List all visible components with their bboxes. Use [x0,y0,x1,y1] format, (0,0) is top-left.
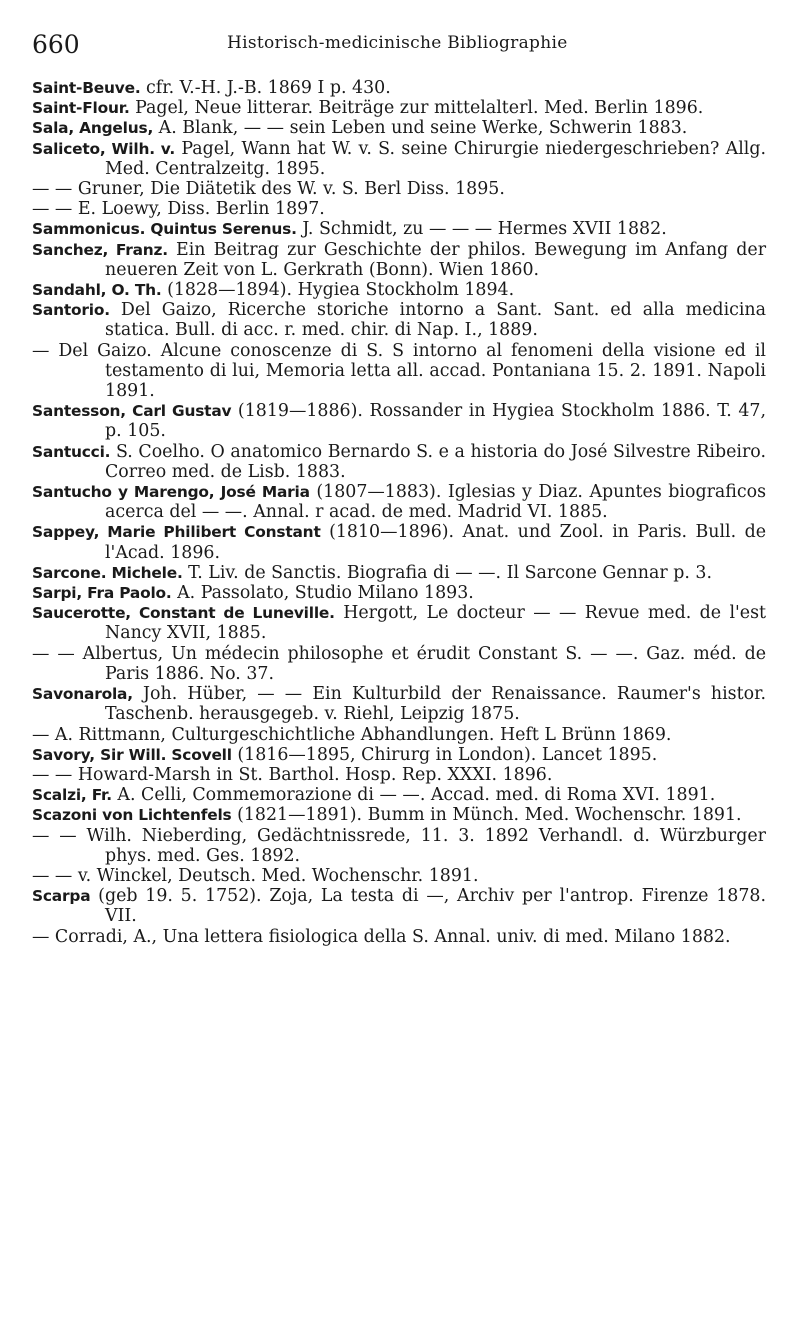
bibliography-entry [32,341,766,402]
page-number: 660 [32,30,80,59]
bibliography-entry [32,826,766,866]
bibliography-entry [32,563,766,583]
bibliography-entry [32,139,766,179]
bibliography-entry [32,199,766,219]
bibliography-entry [32,785,766,805]
bibliography-entry [32,482,766,522]
page-header [32,30,766,60]
entry-heading: Savonarola, [32,685,133,704]
bibliography-entry [32,78,766,98]
bibliography-entry [32,745,766,765]
entry-text: Hergott, Le docteur — — Revue med. de l'est Nancy XVII, 1885. [105,603,766,644]
entry-text: (geb 19. 5. 1752). Zoja, La testa di —, Archiv per l'antrop. Firenze 1878. VII. [98,886,766,927]
entry-text: Pagel, Wann hat W. v. S. seine Chirurgie niedergeschrieben? Allg. Med. Centralzeitg. 1895. [105,138,767,179]
entry-text: — — Howard-Marsh in St. Barthol. Hosp. Rep. XXXI. 1896. [32,764,553,785]
entry-heading: Saliceto, Wilh. v. [32,139,176,158]
entry-text: — — v. Winckel, Deutsch. Med. Wochenschr. 1891. [32,865,479,886]
entry-text: S. Coelho. O anatomico Bernardo S. e a historia do José Silvestre Ribeiro. Correo med. de Lisb. 1883. [105,441,766,482]
entry-text: — — Wilh. Nieberding, Gedächtnissrede, 11. 3. 1892 Verhandl. d. Würzburger phys. med. Ges. 1892. [32,825,766,866]
entry-heading: Sammonicus. Quintus Serenus. [32,220,297,239]
entry-text: Joh. Hüber, — — Ein Kulturbild der Renaissance. Raumer's histor. Taschenb. herausgegeb. v. Riehl, Leipzig 1875. [105,684,766,725]
entry-heading: Saint-Flour. [32,99,130,118]
bibliography-entry [32,240,766,280]
running-title: Historisch-medicinische Bibliographie [227,33,568,53]
entry-heading: Saucerotte, Constant de Luneville. [32,604,335,623]
entry-text: (1821—1891). Bumm in Münch. Med. Wochenschr. 1891. [237,805,742,826]
entry-text: A. Celli, Commemorazione di — —. Accad. med. di Roma XVI. 1891. [117,785,716,806]
entry-heading: Saint-Beuve. [32,79,141,97]
entry-heading: Santucho y Marengo, José Maria [32,483,310,502]
bibliography-entry [32,644,766,684]
bibliography-entry [32,583,766,603]
bibliography-entries [32,78,766,947]
entry-text: — — Albertus, Un médecin philosophe et érudit Constant S. — —. Gaz. méd. de Paris 1886. No. 37. [32,643,766,684]
bibliography-entry [32,866,766,886]
bibliography-entry [32,98,766,118]
bibliography-entry [32,219,766,239]
entry-text: (1819—1886). Rossander in Hygiea Stockholm 1886. T. 47, p. 105. [105,401,766,442]
entry-heading: Sappey, Marie Philibert Constant [32,523,321,542]
entry-text: Pagel, Neue litterar. Beiträge zur mittelalterl. Med. Berlin 1896. [135,98,704,119]
entry-text: — Del Gaizo. Alcune conoscenze di S. S intorno al fenomeni della visione ed il testamento di lui, Memoria letta all. accad. Pontaniana 15. 2. 1891. Napoli 1891. [32,340,766,402]
bibliography-entry [32,522,766,562]
entry-text: Del Gaizo, Ricerche storiche intorno a Sant. Sant. ed alla medicina statica. Bull. di acc. r. med. chir. di Nap. I., 1889. [105,300,767,341]
entry-heading: Sala, Angelus, [32,119,154,138]
entry-heading: Scalzi, Fr. [32,786,112,805]
entry-text: — Corradi, A., Una lettera fisiologica della S. Annal. univ. di med. Milano 1882. [32,926,731,947]
entry-heading: Santorio. [32,301,110,320]
entry-heading: Sarcone. Michele. [32,563,183,582]
entry-heading: Scarpa [32,887,91,906]
entry-text: (1816—1895, Chirurg in London). Lancet 1895. [237,744,658,765]
entry-text: J. Schmidt, zu — — — Hermes XVII 1882. [302,219,667,240]
entry-heading: Savory, Sir Will. Scovell [32,745,232,764]
bibliography-entry [32,765,766,785]
entry-text: — A. Rittmann, Culturgeschichtliche Abhandlungen. Heft L Brünn 1869. [32,724,672,745]
bibliography-entry [32,300,766,340]
bibliography-entry [32,684,766,724]
entry-text: (1807—1883). Iglesias y Diaz. Apuntes biograficos acerca del — —. Annal. r acad. de med. Madrid VI. 1885. [105,482,766,523]
entry-text: cfr. V.-H. J.-B. 1869 I p. 430. [146,78,391,98]
entry-text: T. Liv. de Sanctis. Biografia di — —. Il Sarcone Gennar p. 3. [188,562,712,583]
bibliography-entry [32,603,766,643]
entry-text: (1810—1896). Anat. und Zool. in Paris. Bull. de l'Acad. 1896. [105,522,766,563]
bibliography-entry [32,118,766,138]
bibliography-entry [32,805,766,825]
bibliography-entry [32,401,766,441]
entry-text: A. Passolato, Studio Milano 1893. [177,583,474,604]
bibliography-entry [32,179,766,199]
entry-heading: Santucci. [32,442,111,461]
entry-heading: Sandahl, O. Th. [32,281,162,300]
entry-text: A. Blank, — — sein Leben und seine Werke, Schwerin 1883. [158,118,688,139]
entry-text: — — Gruner, Die Diätetik des W. v. S. Berl Diss. 1895. [32,179,505,200]
bibliography-entry [32,280,766,300]
entry-text: — — E. Loewy, Diss. Berlin 1897. [32,199,325,220]
entry-heading: Sanchez, Franz. [32,240,168,259]
bibliography-entry [32,886,766,926]
entry-heading: Scazoni von Lichtenfels [32,806,232,825]
entry-text: Ein Beitrag zur Geschichte der philos. Bewegung im Anfang der neueren Zeit von L. Gerkrath (Bonn). Wien 1860. [105,239,767,280]
entry-heading: Sarpi, Fra Paolo. [32,584,172,603]
bibliography-entry [32,927,766,947]
bibliography-entry [32,725,766,745]
bibliography-entry [32,442,766,482]
entry-text: (1828—1894). Hygiea Stockholm 1894. [167,280,515,301]
entry-heading: Santesson, Carl Gustav [32,402,232,421]
